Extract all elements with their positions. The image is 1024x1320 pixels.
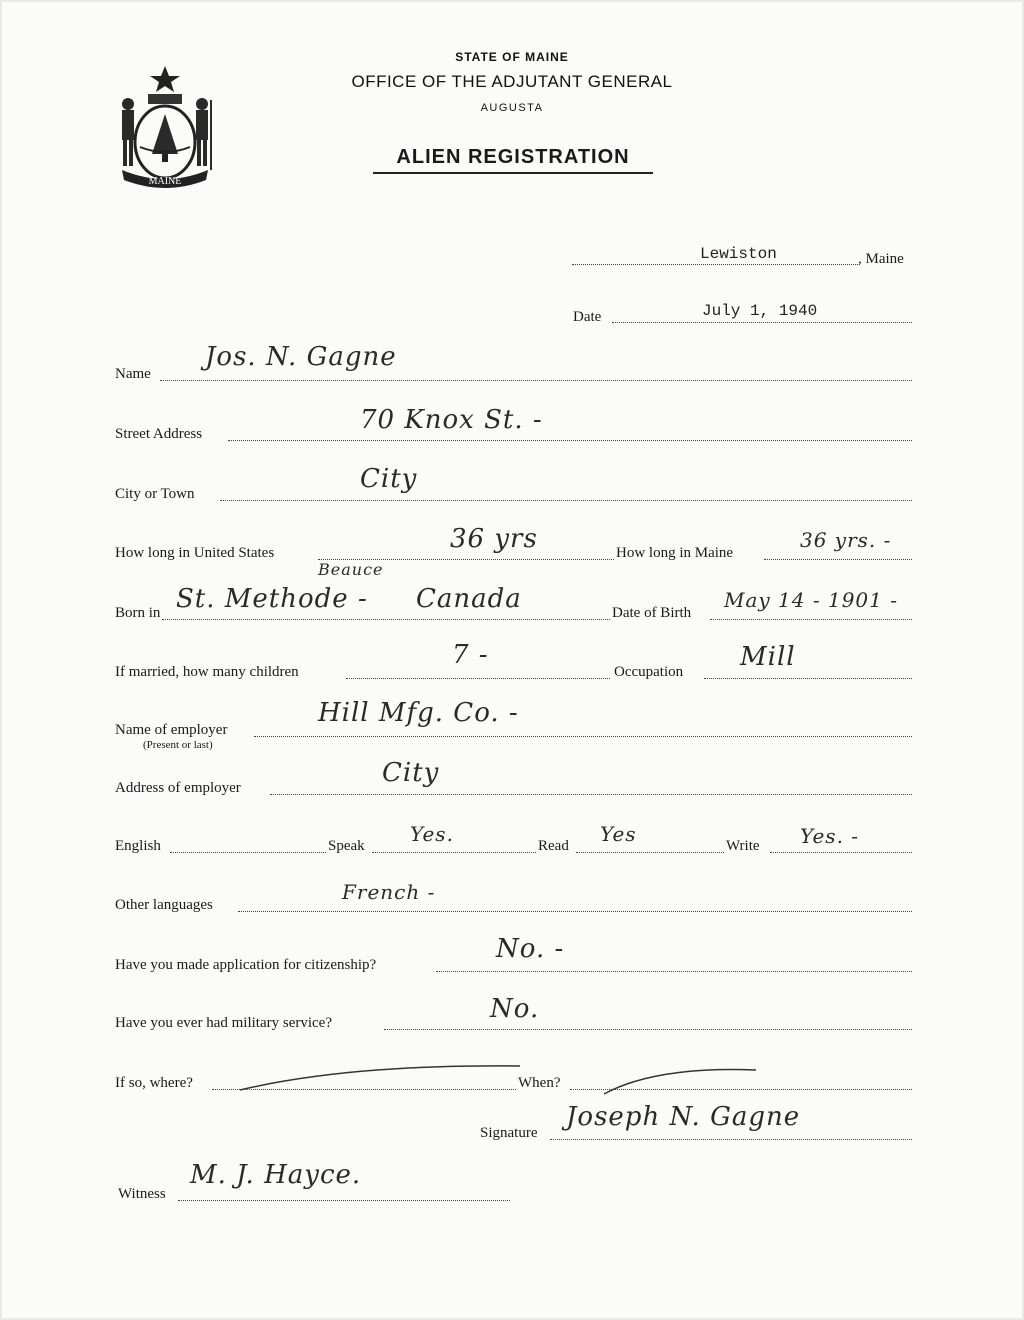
header-state: STATE OF MAINE (455, 50, 569, 64)
other-line (238, 911, 912, 912)
town-value: Lewiston (700, 245, 777, 263)
city-value: City (360, 464, 418, 494)
speak-label: Speak (328, 838, 365, 854)
signature-value: Joseph N. Gagne (566, 1102, 801, 1132)
city-line (220, 500, 912, 501)
street-label: Street Address (115, 426, 203, 442)
header-office: OFFICE OF THE ADJUTANT GENERAL (351, 72, 673, 91)
town-suffix: , Maine (858, 251, 904, 267)
dob-label: Date of Birth (612, 605, 692, 621)
us-label: How long in United States (115, 545, 275, 561)
citizen-value: No. - (496, 934, 565, 964)
where-dash-mark (230, 1060, 530, 1100)
write-label: Write (726, 838, 760, 854)
read-value: Yes (600, 822, 637, 846)
write-value: Yes. - (800, 824, 860, 848)
emp-addr-label: Address of employer (115, 780, 241, 796)
born-label: Born in (115, 605, 161, 621)
children-label: If married, how many children (115, 664, 299, 680)
born-country: Canada (416, 584, 522, 614)
read-label: Read (538, 838, 569, 854)
read-line (576, 852, 724, 853)
speak-value: Yes. (410, 822, 454, 846)
military-label: Have you ever had military service? (115, 1015, 332, 1031)
when-label: When? (518, 1075, 561, 1091)
maine-line (764, 559, 912, 560)
english-line (170, 852, 326, 853)
maine-label: How long in Maine (616, 545, 734, 561)
english-label: English (115, 838, 161, 854)
witness-value: M. J. Hayce. (190, 1160, 362, 1190)
military-line (384, 1029, 912, 1030)
town-line (572, 264, 858, 265)
write-line (770, 852, 912, 853)
street-value: 70 Knox St. - (360, 405, 543, 435)
witness-line (178, 1200, 510, 1201)
city-label: City or Town (115, 486, 195, 502)
citizen-line (436, 971, 912, 972)
occupation-line (704, 678, 912, 679)
citizen-label: Have you made application for citizenship? (115, 957, 377, 973)
witness-label: Witness (118, 1186, 166, 1202)
occupation-value: Mill (740, 642, 796, 672)
maine-value: 36 yrs. - (800, 528, 892, 552)
title-underline (373, 172, 653, 174)
date-label: Date (573, 309, 602, 325)
name-value: Jos. N. Gagne (205, 342, 397, 372)
employer-sub: (Present or last) (143, 739, 213, 751)
employer-line (254, 736, 912, 737)
where-label: If so, where? (115, 1075, 193, 1091)
occupation-label: Occupation (614, 664, 684, 680)
date-line (612, 322, 912, 323)
military-value: No. (490, 994, 540, 1024)
born-line (162, 619, 610, 620)
form-title: ALIEN REGISTRATION (396, 146, 630, 168)
dob-line (710, 619, 912, 620)
emp-addr-value: City (382, 758, 440, 788)
born-value: St. Methode - (176, 584, 368, 614)
when-dash-mark (596, 1062, 766, 1102)
born-note: Beauce (318, 560, 384, 579)
other-value: French - (342, 880, 436, 904)
street-line (228, 440, 912, 441)
seal-text: MAINE (148, 176, 182, 187)
name-line (160, 380, 912, 381)
employer-label: Name of employer (115, 722, 228, 738)
header-city: AUGUSTA (480, 102, 544, 114)
signature-line (550, 1139, 912, 1140)
children-value: 7 - (452, 640, 489, 670)
children-line (346, 678, 610, 679)
dob-value: May 14 - 1901 - (724, 588, 898, 612)
emp-addr-line (270, 794, 912, 795)
name-label: Name (115, 366, 151, 382)
us-value: 36 yrs (450, 524, 538, 554)
speak-line (372, 852, 536, 853)
signature-label: Signature (480, 1125, 538, 1141)
employer-value: Hill Mfg. Co. - (318, 698, 519, 728)
other-label: Other languages (115, 897, 213, 913)
date-value: July 1, 1940 (702, 302, 818, 320)
